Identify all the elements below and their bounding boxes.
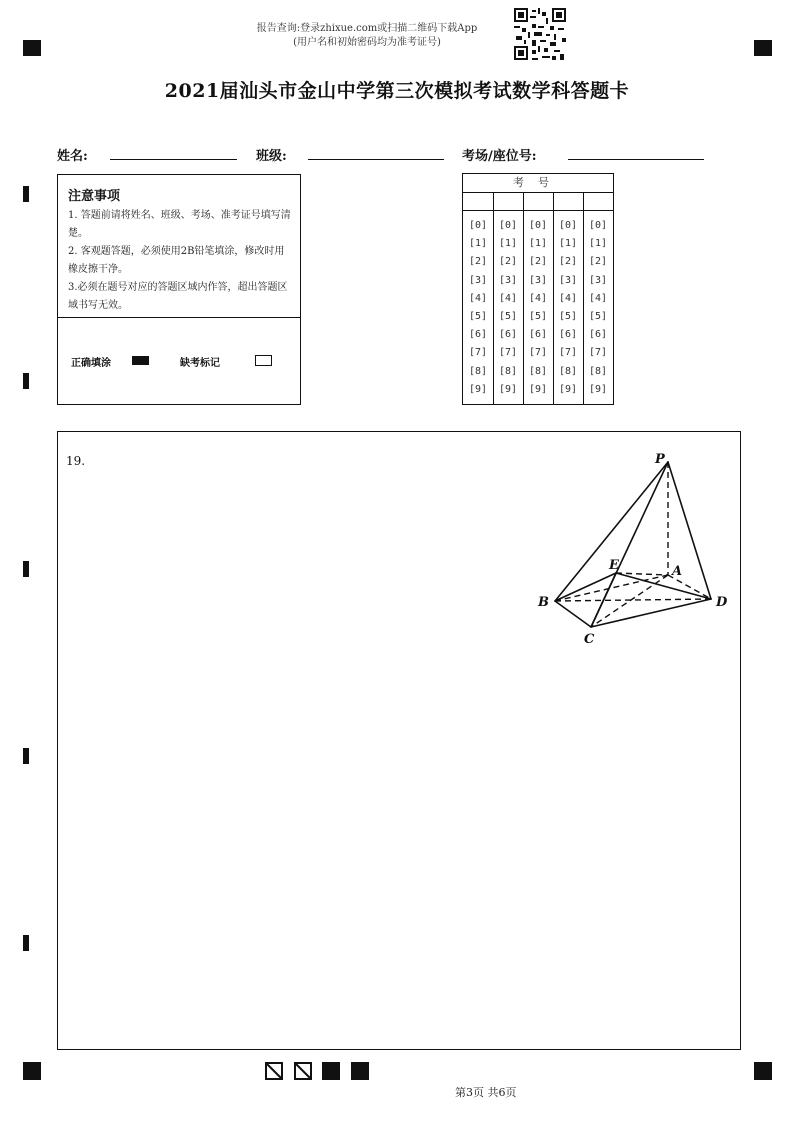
digit-bubble[interactable]: [0] — [468, 220, 488, 231]
vertex-label-e: E — [609, 558, 619, 573]
digit-bubble[interactable]: [3] — [528, 274, 548, 286]
digit-bubble[interactable]: [6] — [498, 329, 518, 341]
digit-bubble[interactable]: [0] — [558, 220, 578, 231]
digit-bubble[interactable]: [1] — [588, 238, 608, 250]
digit-bubble[interactable]: [9] — [498, 383, 518, 395]
digit-bubble[interactable]: [5] — [498, 311, 518, 322]
absent-mark-label: 缺考标记 — [180, 358, 220, 369]
report-query-line-2: (用户名和初始密码均为准考证号) — [293, 37, 441, 48]
digit-bubble[interactable]: [4] — [498, 292, 518, 304]
qr-code-icon[interactable] — [514, 8, 566, 60]
notes-box — [57, 174, 301, 405]
report-query-note — [0, 22, 794, 50]
correct-fill-label: 正确填涂 — [71, 358, 111, 369]
digit-bubble[interactable]: [2] — [588, 256, 608, 268]
digit-bubble[interactable]: [5] — [558, 311, 578, 322]
timing-mark — [23, 373, 29, 389]
digit-bubble[interactable]: [3] — [588, 274, 608, 286]
digit-bubble[interactable]: [0] — [498, 220, 518, 231]
page-code-mark — [351, 1062, 369, 1080]
exam-number-heading: 考号 — [463, 174, 613, 193]
timing-mark — [23, 748, 29, 764]
name-label: 姓名: — [57, 149, 88, 164]
class-label: 班级: — [256, 149, 287, 164]
page-code-mark — [322, 1062, 340, 1080]
digit-bubble[interactable]: [2] — [468, 256, 488, 268]
digit-bubble[interactable]: [1] — [468, 238, 488, 250]
notes-item: 1. 答题前请将姓名、班级、考场、准考证号填写清楚。 — [68, 210, 291, 239]
digit-bubble[interactable]: [8] — [528, 365, 548, 377]
vertex-label-c: C — [584, 632, 595, 647]
digit-bubble[interactable]: [5] — [468, 311, 488, 322]
exam-number-grid — [462, 173, 614, 405]
slashed-box-icon — [294, 1062, 312, 1080]
digit-bubble[interactable]: [8] — [468, 365, 488, 377]
digit-bubble[interactable]: [4] — [528, 292, 548, 304]
answer-area[interactable] — [57, 431, 741, 1050]
digit-bubble[interactable]: [9] — [588, 383, 608, 395]
digit-bubble[interactable]: [6] — [528, 329, 548, 341]
name-field[interactable] — [110, 159, 237, 160]
corner-mark-bottom-right — [754, 1062, 772, 1080]
digit-bubble[interactable]: [7] — [468, 347, 488, 359]
digit-bubble[interactable]: [8] — [558, 365, 578, 377]
digit-bubble[interactable]: [0] — [528, 220, 548, 231]
digit-bubble[interactable]: [1] — [528, 238, 548, 250]
vertex-label-a: A — [672, 564, 683, 579]
digit-bubble[interactable]: [7] — [528, 347, 548, 359]
digit-bubble[interactable]: [2] — [528, 256, 548, 268]
report-query-line-1: 报告查询:登录zhixue.com或扫描二维码下载App — [256, 23, 478, 34]
vertex-label-p: P — [655, 452, 665, 467]
digit-bubble[interactable]: [3] — [468, 274, 488, 286]
digit-bubble[interactable]: [2] — [498, 256, 518, 268]
timing-mark — [23, 935, 29, 951]
digit-bubble[interactable]: [2] — [558, 256, 578, 268]
digit-bubble[interactable]: [6] — [558, 329, 578, 341]
seat-label: 考场/座位号: — [462, 149, 537, 164]
digit-bubble[interactable]: [5] — [528, 311, 548, 322]
slashed-box-icon — [265, 1062, 283, 1080]
digit-bubble[interactable]: [4] — [468, 292, 488, 304]
digit-bubble[interactable]: [4] — [558, 292, 578, 304]
digit-bubble[interactable]: [8] — [498, 365, 518, 377]
digit-bubble[interactable]: [3] — [558, 274, 578, 286]
digit-bubble[interactable]: [9] — [528, 383, 548, 395]
digit-bubble[interactable]: [5] — [588, 311, 608, 322]
page-number: 第3页 共6页 — [455, 1086, 517, 1099]
empty-box-icon[interactable] — [255, 355, 272, 366]
timing-mark — [23, 186, 29, 202]
vertex-label-b: B — [538, 595, 549, 610]
digit-bubble[interactable]: [0] — [588, 220, 608, 231]
digit-bubble[interactable]: [9] — [468, 383, 488, 395]
digit-bubble[interactable]: [7] — [498, 347, 518, 359]
page-title: 2021届汕头市金山中学第三次模拟考试数学科答题卡 — [164, 80, 630, 102]
digit-bubble[interactable]: [7] — [558, 347, 578, 359]
digit-bubble[interactable]: [4] — [588, 292, 608, 304]
digit-bubble[interactable]: [6] — [468, 329, 488, 341]
notes-item: 3.必须在题号对应的答题区域内作答，超出答题区域书写无效。 — [68, 282, 288, 311]
digit-bubble[interactable]: [8] — [588, 365, 608, 377]
notes-heading: 注意事项 — [68, 189, 121, 204]
seat-field[interactable] — [568, 159, 704, 160]
digit-bubble[interactable]: [3] — [498, 274, 518, 286]
class-field[interactable] — [308, 159, 444, 160]
exam-number-write-row[interactable] — [463, 193, 613, 211]
pyramid-figure — [533, 447, 738, 647]
notes-item: 2. 客观题答题，必须使用2B铅笔填涂，修改时用橡皮擦干净。 — [68, 246, 285, 275]
digit-bubble[interactable]: [6] — [588, 329, 608, 341]
digit-bubble[interactable]: [7] — [588, 347, 608, 359]
timing-mark — [23, 561, 29, 577]
corner-mark-bottom-left — [23, 1062, 41, 1080]
digit-bubble[interactable]: [1] — [498, 238, 518, 250]
digit-bubble[interactable]: [9] — [558, 383, 578, 395]
vertex-label-d: D — [716, 595, 728, 610]
filled-box-icon — [132, 356, 149, 365]
question-number: 19. — [66, 454, 86, 468]
digit-bubble[interactable]: [1] — [558, 238, 578, 250]
notes-divider — [58, 317, 300, 318]
